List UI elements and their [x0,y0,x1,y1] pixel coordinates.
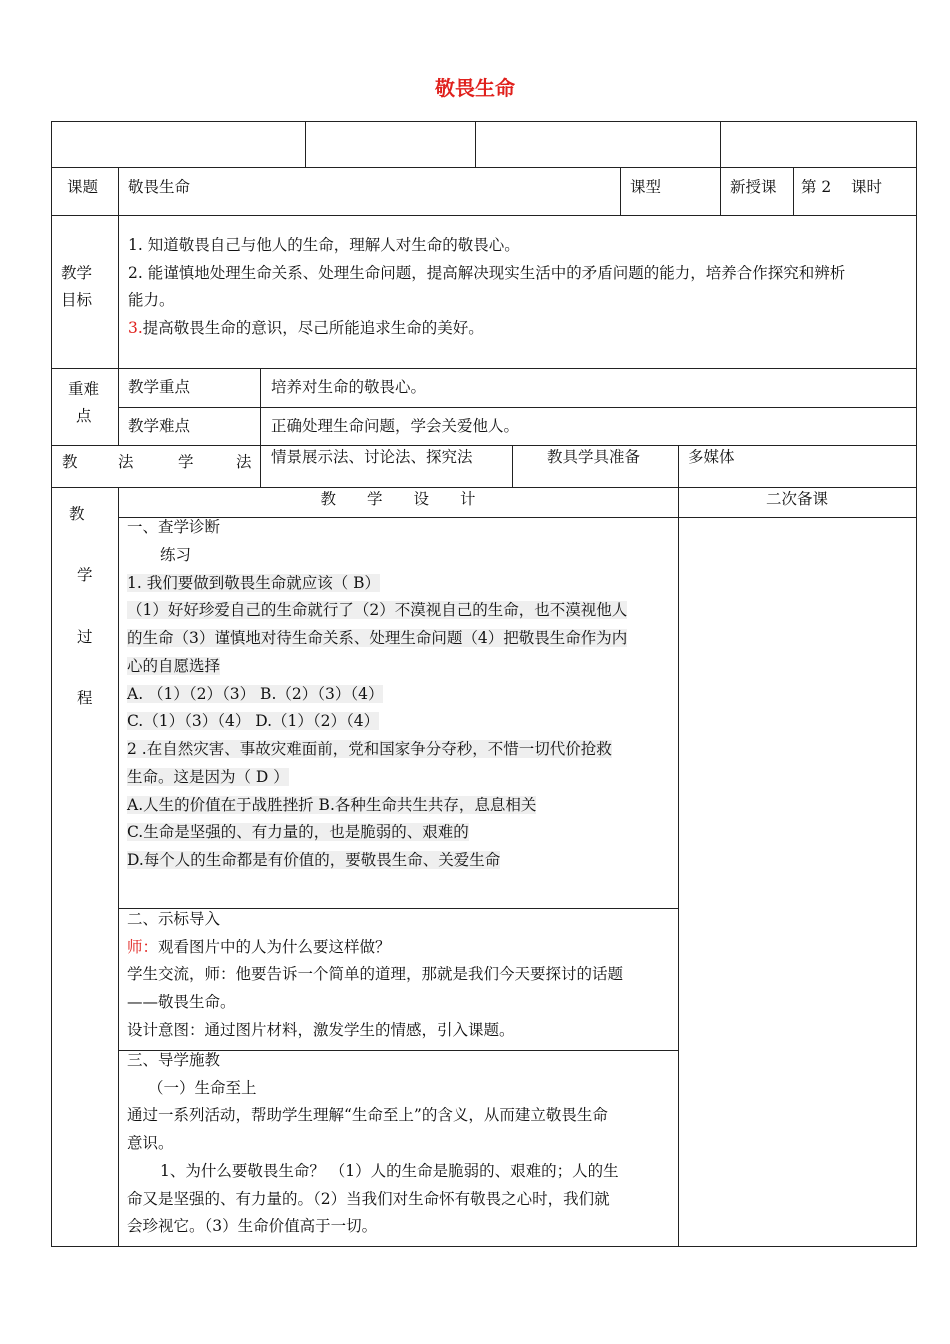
methods-label-char-4: 法 [236,453,252,471]
lesson-type-label: 课型 [630,178,662,196]
q2-option-c: C.生命是坚强的、有力量的，也是脆弱的、艰难的 [127,823,469,841]
methods-label-char-3: 学 [178,453,194,471]
section2-line-2: 学生交流，师：他要告诉一个简单的道理，那就是我们今天要探讨的话题 [127,965,624,983]
period-prefix: 第 2 [801,178,832,196]
process-label-char-1: 教 [69,505,85,523]
keypoints-label-1: 重难 [68,380,100,398]
tools-value: 多媒体 [688,448,735,466]
section3-p2-line-1: 1、为什么要敬畏生命？ （1）人的生命是脆弱的、艰难的；人的生 [160,1162,619,1180]
section1-sub: 练习 [160,546,192,564]
q1-option-c: C.（1）（3）（4） D.（1）（2）（4） [127,712,380,730]
objective-3-text: 提高敬畏生命的意识，尽己所能追求生命的美好。 [142,319,484,337]
objectives-label-1: 教学 [61,264,93,282]
methods-value: 情景展示法、讨论法、探究法 [271,448,473,466]
section3-p1-line-1: 通过一系列活动，帮助学生理解“生命至上”的含义，从而建立敬畏生命 [127,1106,608,1124]
q2-option-d: D.每个人的生命都是有价值的，要敬畏生命、关爱生命 [127,851,501,869]
subject-value: 敬畏生命 [128,178,191,196]
objective-2-line-2: 能力。 [128,291,175,309]
process-label-char-2: 学 [77,566,93,584]
objective-3 [128,318,484,338]
section3-sub: （一）生命至上 [148,1079,257,1097]
keypoints-label-2: 点 [76,407,92,425]
objective-2-line-1: 2. 能谨慎地处理生命关系、处理生命问题，提高解决现实生活中的矛盾问题的能力，培养合作探究和辨析 [128,264,846,282]
focus-value: 培养对生命的敬畏心。 [271,378,427,396]
methods-label-char-2: 法 [118,453,134,471]
section3-heading: 三、导学施教 [127,1051,221,1069]
page-title: 敬畏生命 [435,76,515,100]
q1-line-2: 的生命（3）谨慎地对待生命关系、处理生命问题（4）把敬畏生命作为内 [127,629,628,647]
section2-teacher-line [127,937,391,957]
process-label-char-4: 程 [77,689,93,707]
q1-stem: 1. 我们要做到敬畏生命就应该（ B） [127,574,381,592]
section3-p2-line-2: 命又是坚强的、有力量的。（2）当我们对生命怀有敬畏之心时，我们就 [127,1190,610,1208]
section2-line-3: ——敬畏生命。 [127,993,236,1011]
secondary-header: 二次备课 [765,490,828,508]
section1-heading: 一、查学诊断 [127,518,221,536]
q1-line-3: 心的自愿选择 [127,657,221,675]
objective-3-number: 3. [128,319,143,337]
teacher-text: 观看图片中的人为什么要这样做？ [158,938,391,956]
focus-label: 教学重点 [128,378,191,396]
q1-line-1: （1）好好珍爱自己的生命就行了（2）不漠视自己的生命，也不漠视他人 [127,601,628,619]
objective-1: 1. 知道敬畏自己与他人的生命，理解人对生命的敬畏心。 [128,236,520,254]
section3-p2-line-3: 会珍视它。（3）生命价值高于一切。 [127,1217,378,1235]
objectives-label-2: 目标 [61,291,93,309]
period-suffix: 课时 [851,178,883,196]
q2-option-a: A.人生的价值在于战胜挫折 B.各种生命共生共存，息息相关 [127,796,537,814]
tools-label: 教具学具准备 [547,448,641,466]
subject-label: 课题 [67,178,99,196]
process-label-char-3: 过 [77,628,93,646]
difficulty-value: 正确处理生命问题，学会关爱他人。 [271,417,520,435]
teacher-label: 师： [127,938,159,956]
section3-p1-line-2: 意识。 [127,1134,174,1152]
q2-line-2: 生命。这是因为（ D ） [127,768,289,786]
methods-label-char-1: 教 [62,453,78,471]
section2-line-4: 设计意图：通过图片材料，激发学生的情感，引入课题。 [127,1021,515,1039]
q2-line-1: 2 .在自然灾害、事故灾难面前，党和国家争分夺秒，不惜一切代价抢救 [127,740,612,758]
section2-heading: 二、示标导入 [127,910,221,928]
difficulty-label: 教学难点 [128,417,191,435]
q1-option-a: A. （1）（2）（3） B.（2）（3）（4） [127,685,384,703]
design-header: 教 学 设 计 [320,490,476,508]
lesson-type-value: 新授课 [730,178,777,196]
